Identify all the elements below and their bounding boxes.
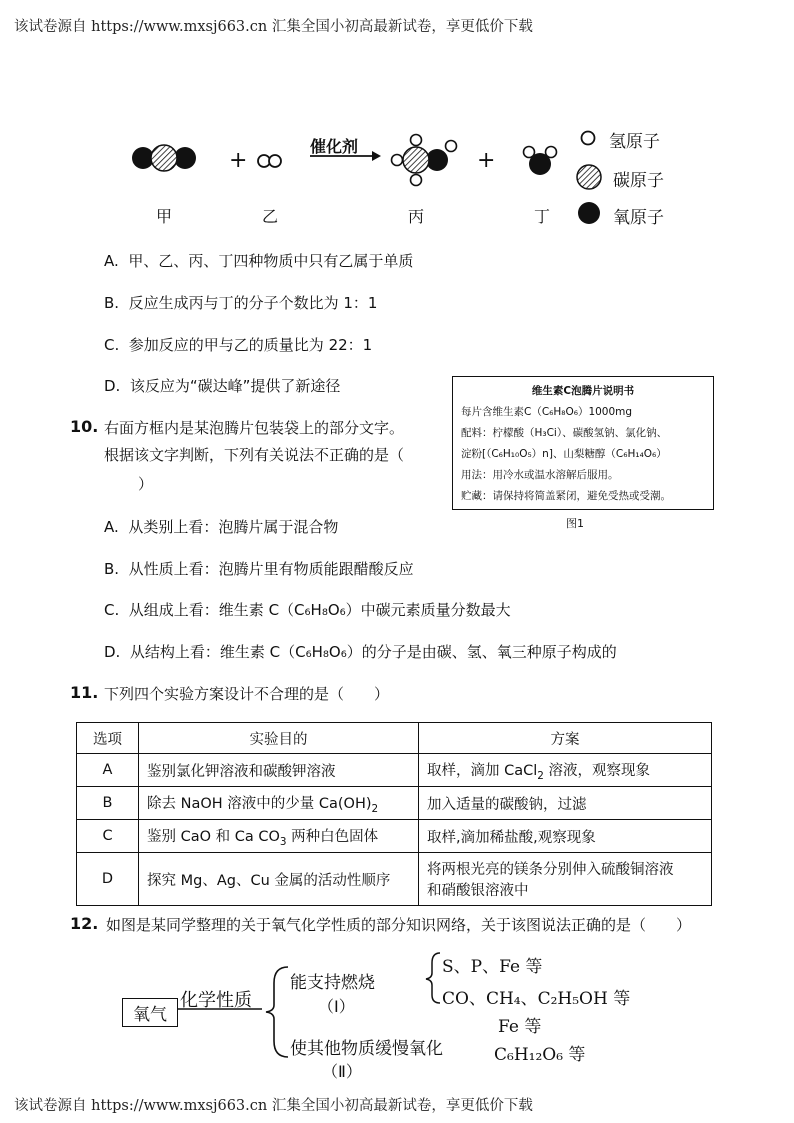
option-text: 甲、乙、丙、丁四种物质中只有乙属于单质 — [128, 252, 414, 270]
option-text: 参加反应的甲与乙的质量比为 22：1 — [128, 336, 373, 354]
molecule-jia — [132, 145, 196, 171]
table-row — [77, 853, 712, 906]
legend-symbols — [577, 132, 601, 225]
option-key: B. — [104, 560, 120, 578]
q10-number: 10. — [70, 417, 99, 436]
label-ding: 丁 — [534, 207, 551, 226]
figure-caption: 图1 — [566, 517, 584, 530]
q10-option-b — [104, 558, 414, 579]
label-jia: 甲 — [156, 207, 173, 226]
q9-option-a — [104, 250, 413, 271]
table-row — [77, 754, 712, 787]
q10-option-d — [104, 641, 617, 662]
plan-text: 取样，滴加 CaCl — [427, 762, 538, 779]
catalyst-label: 催化剂 — [310, 137, 359, 156]
option-key: B. — [104, 294, 120, 312]
option-cell: A — [77, 754, 139, 787]
goal-cell — [139, 787, 419, 820]
option-key: D. — [104, 377, 121, 395]
table-row — [77, 787, 712, 820]
formula-vitamin-c: C₆H₈O₆ — [295, 643, 347, 661]
option-text: 该反应为“碳达峰”提供了新途径 — [129, 377, 341, 395]
option-key: A. — [104, 252, 119, 270]
table-header: 实验目的 — [139, 723, 419, 754]
option-text: ）中碳元素质量分数最大 — [345, 601, 511, 619]
tag-two: （Ⅱ） — [322, 1062, 362, 1081]
label-bing: 丙 — [408, 207, 425, 226]
box-line: 每片含维生素C（C₆H₈O₆）1000mg — [461, 406, 633, 418]
supports-combustion-label: 能支持燃烧 — [290, 973, 375, 993]
molecule-bing — [392, 135, 457, 186]
formula-vitamin-c: C₆H₈O₆ — [294, 601, 346, 619]
legend-oxygen: 氧原子 — [613, 208, 664, 228]
oxidation-example-1: Fe 等 — [498, 1017, 542, 1037]
q10-stem-line3: ） — [138, 475, 154, 493]
page-header: 该试卷源自 https://www.mxsj663.cn 汇集全国小初高最新试卷，享更低价下载 — [14, 19, 533, 35]
plan-cell — [419, 754, 712, 787]
option-cell: B — [77, 787, 139, 820]
plus-sign: + — [477, 148, 496, 173]
q9-option-c — [104, 334, 372, 355]
q10-stem-line1: 右面方框内是某泡腾片包装袋上的部分文字。 — [104, 419, 405, 437]
option-text: ）的分子是由碳、氢、氧三种原子构成的 — [346, 643, 617, 661]
legend-carbon: 碳原子 — [613, 171, 664, 191]
chemical-property-label: 化学性质 — [180, 990, 252, 1011]
plan-cell: 取样,滴加稀盐酸,观察现象 — [419, 820, 712, 853]
q11-number: 11. — [70, 683, 99, 702]
option-key: C. — [104, 336, 120, 354]
subscript: 2 — [371, 802, 379, 815]
table-header-row — [77, 723, 712, 754]
q10-stem-line2: 根据该文字判断，下列有关说法不正确的是（ — [104, 446, 405, 464]
goal-cell: 鉴别氯化钾溶液和碳酸钾溶液 — [139, 754, 419, 787]
option-text: 从类别上看：泡腾片属于混合物 — [128, 518, 339, 536]
subscript: 2 — [537, 769, 544, 782]
label-yi: 乙 — [262, 207, 279, 226]
tag-one: （Ⅰ） — [318, 997, 355, 1016]
option-key: C. — [104, 601, 120, 619]
reaction-diagram — [0, 118, 794, 230]
plan-text: 和硝酸银溶液中 — [427, 883, 529, 899]
q9-option-d — [104, 375, 340, 396]
table-header: 选项 — [77, 723, 139, 754]
goal-cell — [139, 820, 419, 853]
q12-stem: 如图是某同学整理的关于氧气化学性质的部分知识网络，关于该图说法正确的是（ ） — [106, 916, 692, 934]
q11-stem: 下列四个实验方案设计不合理的是（ ） — [104, 685, 390, 703]
combustion-example-2: CO、CH₄、C₂H₅OH 等 — [442, 989, 631, 1009]
option-key: A. — [104, 518, 119, 536]
q11-table — [76, 722, 712, 906]
plan-cell: 加入适量的碳酸钠，过滤 — [419, 787, 712, 820]
option-text: 从结构上看：维生素 C（ — [129, 643, 296, 661]
plus-sign: + — [229, 148, 248, 173]
legend-hydrogen: 氢原子 — [609, 132, 660, 152]
plan-cell — [419, 853, 712, 906]
goal-text: 除去 NaOH 溶液中的少量 Ca(OH) — [147, 795, 372, 812]
option-cell: D — [77, 853, 139, 906]
option-text: 反应生成丙与丁的分子个数比为 1：1 — [128, 294, 378, 312]
q10-option-a — [104, 516, 338, 537]
q12-number: 12. — [70, 914, 99, 933]
combustion-example-1: S、P、Fe 等 — [442, 957, 543, 977]
goal-text: 鉴别 CaO 和 Ca CO — [147, 828, 280, 845]
box-line: 淀粉[（C₆H₁₀O₅）n]、山梨糖醇（C₆H₁₄O₆） — [461, 448, 667, 460]
q10-option-c — [104, 599, 511, 620]
subscript: 3 — [279, 835, 287, 848]
page-footer: 该试卷源自 https://www.mxsj663.cn 汇集全国小初高最新试卷，享更低价下载 — [14, 1098, 533, 1114]
table-row — [77, 820, 712, 853]
goal-text: 两种白色固体 — [286, 828, 379, 845]
box-line: 配料：柠檬酸（H₃Ci）、碳酸氢钠、氯化钠、 — [461, 427, 668, 439]
option-text: 从性质上看：泡腾片里有物质能跟醋酸反应 — [128, 560, 414, 578]
slow-oxidation-label: 使其他物质缓慢氧化 — [290, 1039, 443, 1059]
table-header: 方案 — [419, 723, 712, 754]
box-title: 维生素C泡腾片说明书 — [531, 385, 635, 397]
plan-text: 将两根光亮的镁条分别伸入硫酸铜溶液 — [427, 862, 674, 878]
oxygen-box: 氧气 — [122, 998, 178, 1027]
q9-option-b — [104, 292, 377, 313]
plan-text: 溶液，观察现象 — [543, 762, 651, 779]
molecule-ding — [524, 147, 557, 176]
molecule-yi — [258, 155, 281, 167]
box-line: 用法：用冷水或温水溶解后服用。 — [461, 469, 619, 481]
option-cell: C — [77, 820, 139, 853]
option-key: D. — [104, 643, 121, 661]
option-text: 从组成上看：维生素 C（ — [128, 601, 295, 619]
oxidation-example-2: C₆H₁₂O₆ 等 — [494, 1045, 586, 1065]
box-line: 贮藏：请保持将简盖紧闭，避免受热或受潮。 — [461, 490, 671, 502]
vitamin-c-instruction-box — [452, 376, 714, 510]
goal-cell: 探究 Mg、Ag、Cu 金属的活动性顺序 — [139, 853, 419, 906]
